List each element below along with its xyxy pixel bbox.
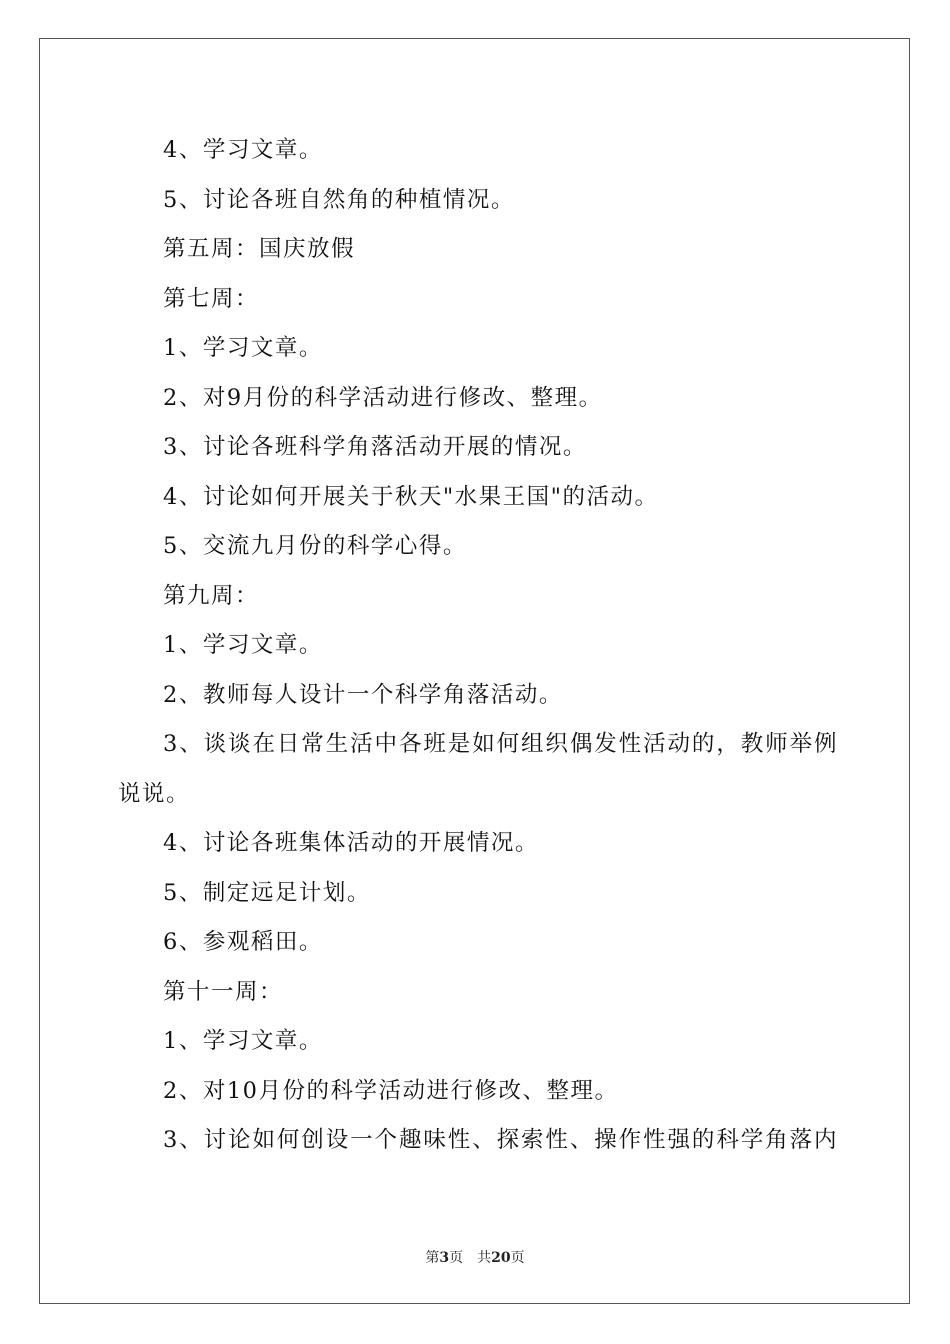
paragraph-line: 5、交流九月份的科学心得。 (163, 533, 467, 559)
section-heading: 第五周：国庆放假 (163, 236, 356, 262)
paragraph-line: 3、讨论如何创设一个趣味性、探索性、操作性强的科学角落内 (163, 1127, 838, 1153)
paragraph-line: 1、学习文章。 (163, 1028, 323, 1054)
footer-total-prefix: 共 (477, 1250, 492, 1266)
paragraph-line: 5、讨论各班自然角的种植情况。 (163, 186, 515, 213)
footer-total-pages: 20 (491, 1250, 511, 1266)
paragraph-line: 4、讨论各班集体活动的开展情况。 (163, 830, 539, 856)
document-body (118, 126, 838, 1166)
footer-page-prefix: 第 (425, 1250, 440, 1266)
paragraph-line: 4、学习文章。 (163, 137, 323, 163)
footer-page-number: 3 (439, 1250, 450, 1266)
paragraph-line: 3、讨论各班科学角落活动开展的情况。 (163, 434, 587, 460)
paragraph-line: 3、谈谈在日常生活中各班是如何组织偶发性活动的，教师举例 (163, 731, 838, 757)
paragraph-line: 4、讨论如何开展关于秋天"水果王国"的活动。 (163, 483, 659, 510)
paragraph-line: 2、对10月份的科学活动进行修改、整理。 (163, 1077, 619, 1104)
paragraph-line: 2、教师每人设计一个科学角落活动。 (163, 681, 563, 708)
section-heading: 第七周： (163, 285, 260, 312)
paragraph-line-continuation: 说说。 (118, 780, 191, 807)
paragraph-line: 2、对9月份的科学活动进行修改、整理。 (163, 384, 603, 411)
paragraph-line: 1、学习文章。 (163, 335, 323, 361)
section-heading: 第九周： (163, 582, 260, 609)
paragraph-line: 5、制定远足计划。 (163, 879, 371, 906)
section-heading: 第十一周： (163, 978, 284, 1005)
page-footer (0, 1247, 950, 1267)
footer-total-suffix: 页 (510, 1250, 525, 1266)
paragraph-line: 1、学习文章。 (163, 632, 323, 658)
footer-page-suffix: 页 (449, 1250, 464, 1266)
paragraph-line: 6、参观稻田。 (163, 929, 323, 955)
